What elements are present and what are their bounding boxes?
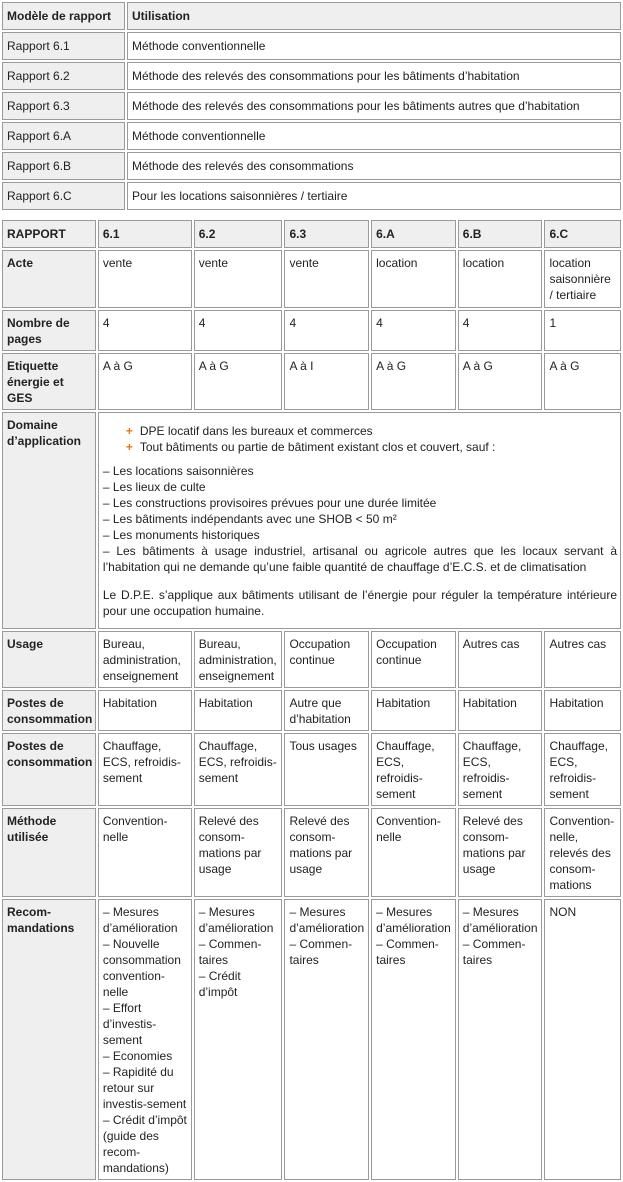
cell: 4 (458, 310, 543, 351)
list-item: – Nouvelle consommation convention-nelle (102, 937, 181, 999)
reports-header-row (2, 220, 621, 248)
cell: Convention-nelle, relevés des consom-mations (544, 808, 621, 897)
row-pages (2, 310, 621, 351)
cell (544, 899, 621, 1180)
list-item: – Effort d’investis-sement (102, 1001, 157, 1047)
row-label: Postes de consommation (2, 690, 96, 731)
cell: Chauffage, ECS, refroidis-sement (98, 733, 192, 806)
row-usage (2, 631, 621, 688)
plus-icon: + (125, 424, 133, 438)
header-6-c: 6.C (544, 220, 621, 248)
model-usage: Pour les locations saisonnières / tertiaire (127, 182, 621, 210)
cell: A à G (194, 353, 283, 410)
exception-item: – Les constructions provisoires prévues pour une durée limitée (102, 496, 437, 510)
table-row (2, 92, 621, 120)
list-item: – Rapidité du retour sur investis-sement (102, 1065, 187, 1111)
header-6-1: 6.1 (98, 220, 192, 248)
domaine-cell (98, 412, 621, 629)
header-6-2: 6.2 (194, 220, 283, 248)
table-row (2, 32, 621, 60)
list-item: – Crédit d’impôt (198, 969, 241, 999)
list-item: – Commen-taires (198, 937, 262, 967)
cell: 4 (98, 310, 192, 351)
exception-item: – Les bâtiments à usage industriel, artisanal ou agricole autres que les locaux servant à l’habitation qui ne demande qu’une faible quantité de chauffage d’E.C.S. et de climatisation (102, 544, 617, 574)
cell: Autre que d’habitation (284, 690, 369, 731)
model-name: Rapport 6.C (2, 182, 125, 210)
row-label: Usage (2, 631, 96, 688)
cell: vente (194, 250, 283, 308)
row-label: Nombre de pages (2, 310, 96, 351)
cell: Autres cas (544, 631, 621, 688)
list-item: – Crédit d’impôt (guide des recom-mandations) (102, 1113, 187, 1175)
header-6-b: 6.B (458, 220, 543, 248)
report-comparison-table (0, 218, 623, 1182)
models-header-row (2, 2, 621, 30)
header-rapport: RAPPORT (2, 220, 96, 248)
list-item: – Commen-taires (376, 937, 439, 967)
list-item: – Economies (102, 1049, 173, 1063)
exception-item: – Les lieux de culte (102, 480, 206, 494)
model-usage: Méthode des relevés des consommations (127, 152, 621, 180)
cell: Autres cas (458, 631, 543, 688)
row-postes-2 (2, 733, 621, 806)
list-item: + Tout bâtiments ou partie de bâtiment existant clos et couvert, sauf : (125, 440, 496, 454)
list-item: – Commen-taires (289, 937, 353, 967)
cell: Chauffage, ECS, refroidis-sement (544, 733, 621, 806)
cell (194, 899, 283, 1180)
model-name: Rapport 6.B (2, 152, 125, 180)
domaine-bullets (103, 423, 617, 455)
model-name: Rapport 6.1 (2, 32, 125, 60)
table-row (2, 62, 621, 90)
cell: vente (284, 250, 369, 308)
cell: 1 (544, 310, 621, 351)
cell: Convention-nelle (371, 808, 456, 897)
row-etiquette (2, 353, 621, 410)
list-item: NON (549, 905, 577, 919)
cell: Habitation (194, 690, 283, 731)
cell: Tous usages (284, 733, 369, 806)
models-header-model: Modèle de rapport (2, 2, 125, 30)
model-usage: Méthode conventionnelle (127, 32, 621, 60)
header-6-3: 6.3 (284, 220, 369, 248)
cell: A à G (371, 353, 456, 410)
cell: Chauffage, ECS, refroidis-sement (194, 733, 283, 806)
cell: 4 (284, 310, 369, 351)
cell: Chauffage, ECS, refroidis-sement (458, 733, 543, 806)
cell: Convention-nelle (98, 808, 192, 897)
cell: Relevé des consom-mations par usage (194, 808, 283, 897)
list-item: – Mesures d’amélioration (289, 905, 365, 935)
cell: Relevé des consom-mations par usage (284, 808, 369, 897)
model-name: Rapport 6.2 (2, 62, 125, 90)
cell: Habitation (544, 690, 621, 731)
model-usage: Méthode des relevés des consommations pour les bâtiments d’habitation (127, 62, 621, 90)
model-name: Rapport 6.3 (2, 92, 125, 120)
cell: location saisonnière / tertiaire (544, 250, 621, 308)
cell: location (371, 250, 456, 308)
cell: Occupation continue (284, 631, 369, 688)
cell (371, 899, 456, 1180)
row-label: Domaine d’application (2, 412, 96, 629)
cell: Habitation (371, 690, 456, 731)
list-item: – Mesures d’amélioration (376, 905, 451, 935)
cell (284, 899, 369, 1180)
cell: 4 (194, 310, 283, 351)
cell: Bureau, administration, enseignement (98, 631, 192, 688)
list-item: – Commen-taires (462, 937, 526, 967)
cell: Chauffage, ECS, refroidis-sement (371, 733, 456, 806)
model-name: Rapport 6.A (2, 122, 125, 150)
model-usage: Méthode conventionnelle (127, 122, 621, 150)
report-models-table (0, 0, 623, 212)
cell (98, 899, 192, 1180)
cell: Habitation (98, 690, 192, 731)
cell: location (458, 250, 543, 308)
model-usage: Méthode des relevés des consommations pour les bâtiments autres que d’habitation (127, 92, 621, 120)
row-label: Recom-mandations (2, 899, 96, 1180)
list-item: – Mesures d’amélioration (102, 905, 178, 935)
cell: A à I (284, 353, 369, 410)
exception-item: – Les locations saisonnières (102, 464, 254, 478)
domaine-paragraph: Le D.P.E. s’applique aux bâtiments utilisant de l’énergie pour réguler la température intérieure pour une occupation humaine. (102, 588, 617, 618)
cell: 4 (371, 310, 456, 351)
row-recommandations (2, 899, 621, 1180)
list-item: – Mesures d’amélioration (462, 905, 538, 935)
row-methode (2, 808, 621, 897)
table-row (2, 122, 621, 150)
cell: Occupation continue (371, 631, 456, 688)
list-item: + DPE locatif dans les bureaux et commerces (125, 424, 373, 438)
cell: Bureau, administration, enseignement (194, 631, 283, 688)
row-acte (2, 250, 621, 308)
cell: Habitation (458, 690, 543, 731)
cell: A à G (98, 353, 192, 410)
row-label: Postes de consommation (2, 733, 96, 806)
exception-item: – Les monuments historiques (102, 528, 260, 542)
row-label: Acte (2, 250, 96, 308)
cell: A à G (544, 353, 621, 410)
row-label: Méthode utilisée (2, 808, 96, 897)
row-domaine (2, 412, 621, 629)
header-6-a: 6.A (371, 220, 456, 248)
row-label: Etiquette énergie et GES (2, 353, 96, 410)
table-row (2, 152, 621, 180)
table-row (2, 182, 621, 210)
list-item: – Mesures d’amélioration (198, 905, 274, 935)
cell (458, 899, 543, 1180)
cell: vente (98, 250, 192, 308)
row-postes-1 (2, 690, 621, 731)
plus-icon: + (125, 440, 133, 454)
cell: Relevé des consom-mations par usage (458, 808, 543, 897)
cell: A à G (458, 353, 543, 410)
models-header-usage: Utilisation (127, 2, 621, 30)
exception-item: – Les bâtiments indépendants avec une SHOB < 50 m² (102, 512, 397, 526)
